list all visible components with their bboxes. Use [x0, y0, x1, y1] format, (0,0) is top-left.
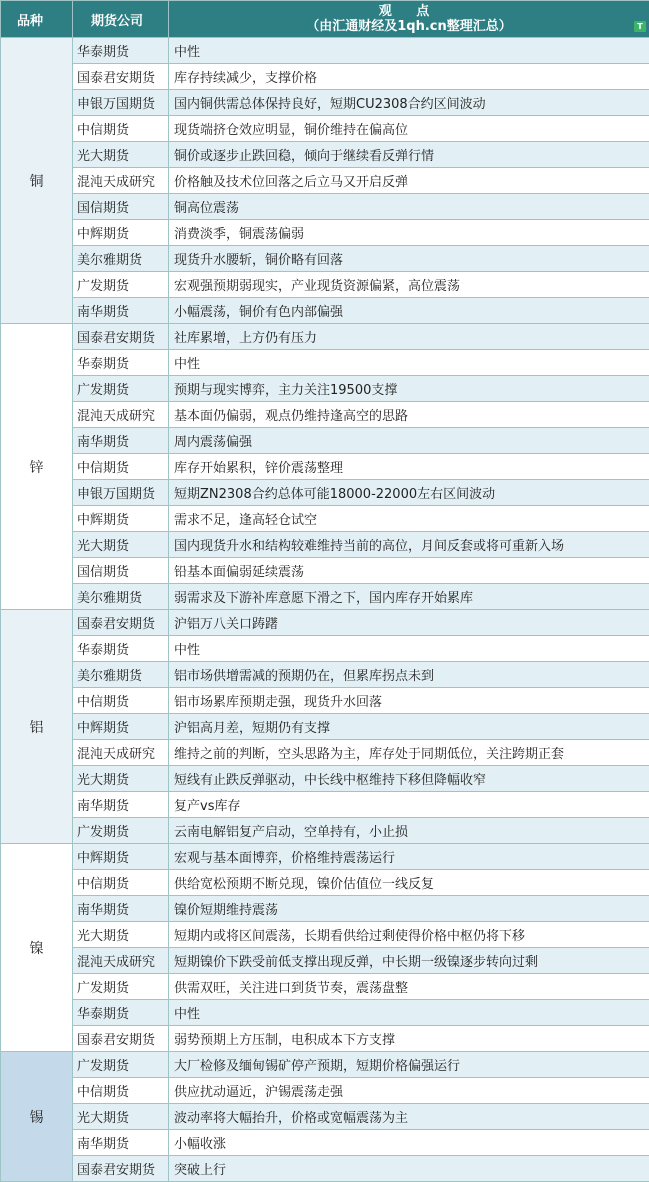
company-cell: 广发期货 [73, 272, 169, 298]
table-row [1, 402, 649, 428]
company-cell: 混沌天成研究 [73, 168, 169, 194]
view-cell: 中性 [169, 350, 649, 376]
table-row [1, 584, 649, 610]
view-cell: 供应扰动逼近，沪锡震荡走强 [169, 1078, 649, 1104]
header-view [169, 1, 649, 38]
table-row [1, 272, 649, 298]
table-row [1, 662, 649, 688]
company-cell: 南华期货 [73, 428, 169, 454]
company-cell: 广发期货 [73, 974, 169, 1000]
variety-cell: 锡 [1, 1052, 73, 1182]
view-cell: 铜价或逐步止跌回稳，倾向于继续看反弹行情 [169, 142, 649, 168]
table-row [1, 64, 649, 90]
table-row [1, 246, 649, 272]
view-cell: 云南电解铝复产启动，空单持有，小止损 [169, 818, 649, 844]
view-cell: 大厂检修及缅甸锡矿停产预期，短期价格偏强运行 [169, 1052, 649, 1078]
view-cell: 宏观与基本面博弈，价格维持震荡运行 [169, 844, 649, 870]
table-body [1, 38, 649, 1182]
company-cell: 美尔雅期货 [73, 584, 169, 610]
view-cell: 铝市场供增需减的预期仍在，但累库拐点未到 [169, 662, 649, 688]
company-cell: 国泰君安期货 [73, 1026, 169, 1052]
table-row [1, 740, 649, 766]
table-row [1, 1052, 649, 1078]
table-row [1, 818, 649, 844]
view-cell: 消费淡季，铜震荡偏弱 [169, 220, 649, 246]
company-cell: 中信期货 [73, 688, 169, 714]
table-row [1, 1000, 649, 1026]
view-cell: 现货升水腰斩，铜价略有回落 [169, 246, 649, 272]
company-cell: 光大期货 [73, 766, 169, 792]
table-row [1, 974, 649, 1000]
view-cell: 中性 [169, 38, 649, 64]
table-row [1, 480, 649, 506]
company-cell: 中辉期货 [73, 506, 169, 532]
company-cell: 中信期货 [73, 870, 169, 896]
view-cell: 镍价短期维持震荡 [169, 896, 649, 922]
table-row [1, 558, 649, 584]
variety-cell: 铝 [1, 610, 73, 844]
view-cell: 沪铝高月差，短期仍有支撑 [169, 714, 649, 740]
company-cell: 混沌天成研究 [73, 740, 169, 766]
table-row [1, 844, 649, 870]
table-row [1, 896, 649, 922]
company-cell: 南华期货 [73, 298, 169, 324]
view-cell: 铜高位震荡 [169, 194, 649, 220]
view-cell: 小幅收涨 [169, 1130, 649, 1156]
view-cell: 弱需求及下游补库意愿下滑之下，国内库存开始累库 [169, 584, 649, 610]
company-cell: 国泰君安期货 [73, 1156, 169, 1182]
variety-cell: 镍 [1, 844, 73, 1052]
view-cell: 弱势预期上方压制，电积成本下方支撑 [169, 1026, 649, 1052]
table-row [1, 1156, 649, 1182]
table-row [1, 454, 649, 480]
company-cell: 中信期货 [73, 454, 169, 480]
company-cell: 华泰期货 [73, 636, 169, 662]
view-cell: 国内铜供需总体保持良好，短期CU2308合约区间波动 [169, 90, 649, 116]
company-cell: 国泰君安期货 [73, 610, 169, 636]
view-cell: 突破上行 [169, 1156, 649, 1182]
view-cell: 短期ZN2308合约总体可能18000-22000左右区间波动 [169, 480, 649, 506]
view-cell: 供需双旺，关注进口到货节奏，震荡盘整 [169, 974, 649, 1000]
view-cell: 库存开始累积，锌价震荡整理 [169, 454, 649, 480]
company-cell: 光大期货 [73, 1104, 169, 1130]
table-row [1, 324, 649, 350]
view-cell: 价格触及技术位回落之后立马又开启反弹 [169, 168, 649, 194]
corner-tag-icon: T [634, 21, 646, 32]
view-cell: 库存持续减少，支撑价格 [169, 64, 649, 90]
table-row [1, 922, 649, 948]
table-row [1, 298, 649, 324]
company-cell: 华泰期货 [73, 38, 169, 64]
table-row [1, 90, 649, 116]
table-row [1, 1130, 649, 1156]
table-row [1, 532, 649, 558]
view-cell: 短期内或将区间震荡，长期看供给过剩使得价格中枢仍将下移 [169, 922, 649, 948]
view-cell: 铅基本面偏弱延续震荡 [169, 558, 649, 584]
view-cell: 小幅震荡，铜价有色内部偏强 [169, 298, 649, 324]
table-row [1, 350, 649, 376]
table-row [1, 870, 649, 896]
table-row [1, 142, 649, 168]
company-cell: 美尔雅期货 [73, 662, 169, 688]
table-row [1, 168, 649, 194]
table-row [1, 714, 649, 740]
view-cell: 基本面仍偏弱，观点仍维持逢高空的思路 [169, 402, 649, 428]
company-cell: 国信期货 [73, 558, 169, 584]
company-cell: 国信期货 [73, 194, 169, 220]
variety-cell: 锌 [1, 324, 73, 610]
company-cell: 广发期货 [73, 818, 169, 844]
company-cell: 混沌天成研究 [73, 948, 169, 974]
view-cell: 预期与现实博弈，主力关注19500支撑 [169, 376, 649, 402]
table-row [1, 194, 649, 220]
view-cell: 周内震荡偏强 [169, 428, 649, 454]
company-cell: 国泰君安期货 [73, 64, 169, 90]
company-cell: 南华期货 [73, 896, 169, 922]
table-row [1, 636, 649, 662]
table-row [1, 506, 649, 532]
table-row [1, 948, 649, 974]
company-cell: 中辉期货 [73, 220, 169, 246]
table-row [1, 792, 649, 818]
variety-cell: 铜 [1, 38, 73, 324]
table-row [1, 1026, 649, 1052]
view-cell: 短线有止跌反弹驱动，中长线中枢维持下移但降幅收窄 [169, 766, 649, 792]
company-cell: 南华期货 [73, 1130, 169, 1156]
view-cell: 社库累增，上方仍有压力 [169, 324, 649, 350]
company-cell: 华泰期货 [73, 350, 169, 376]
view-cell: 维持之前的判断，空头思路为主，库存处于同期低位，关注跨期正套 [169, 740, 649, 766]
company-cell: 光大期货 [73, 142, 169, 168]
view-cell: 铝市场累库预期走强，现货升水回落 [169, 688, 649, 714]
company-cell: 光大期货 [73, 922, 169, 948]
view-cell: 中性 [169, 636, 649, 662]
header-view-title: 观 点 [378, 4, 440, 19]
view-cell: 现货端挤仓效应明显，铜价维持在偏高位 [169, 116, 649, 142]
header-company: 期货公司 [73, 1, 169, 38]
company-cell: 广发期货 [73, 1052, 169, 1078]
table-row [1, 688, 649, 714]
table-row [1, 38, 649, 64]
table-row [1, 610, 649, 636]
view-cell: 国内现货升水和结构较难维持当前的高位，月间反套或将可重新入场 [169, 532, 649, 558]
company-cell: 申银万国期货 [73, 480, 169, 506]
company-cell: 南华期货 [73, 792, 169, 818]
company-cell: 光大期货 [73, 532, 169, 558]
table-row [1, 220, 649, 246]
company-cell: 混沌天成研究 [73, 402, 169, 428]
table-row [1, 1104, 649, 1130]
header-view-subtitle: （由汇通财经及1qh.cn整理汇总） [306, 19, 512, 34]
view-cell: 需求不足，逢高轻仓试空 [169, 506, 649, 532]
company-cell: 华泰期货 [73, 1000, 169, 1026]
table-row [1, 428, 649, 454]
company-cell: 广发期货 [73, 376, 169, 402]
table-row [1, 766, 649, 792]
view-cell: 复产vs库存 [169, 792, 649, 818]
view-cell: 短期镍价下跌受前低支撑出现反弹，中长期一级镍逐步转向过剩 [169, 948, 649, 974]
company-cell: 中信期货 [73, 1078, 169, 1104]
view-cell: 宏观强预期弱现实，产业现货资源偏紧，高位震荡 [169, 272, 649, 298]
company-cell: 中辉期货 [73, 844, 169, 870]
view-cell: 波动率将大幅抬升，价格或宽幅震荡为主 [169, 1104, 649, 1130]
view-cell: 沪铝万八关口踌躇 [169, 610, 649, 636]
company-cell: 中信期货 [73, 116, 169, 142]
company-cell: 美尔雅期货 [73, 246, 169, 272]
company-cell: 申银万国期货 [73, 90, 169, 116]
view-cell: 中性 [169, 1000, 649, 1026]
table-row [1, 116, 649, 142]
header-variety: 品种 [1, 1, 73, 38]
company-cell: 中辉期货 [73, 714, 169, 740]
view-cell: 供给宽松预期不断兑现，镍价估值位一线反复 [169, 870, 649, 896]
header-row [1, 1, 649, 38]
company-cell: 国泰君安期货 [73, 324, 169, 350]
table-row [1, 1078, 649, 1104]
table-row [1, 376, 649, 402]
